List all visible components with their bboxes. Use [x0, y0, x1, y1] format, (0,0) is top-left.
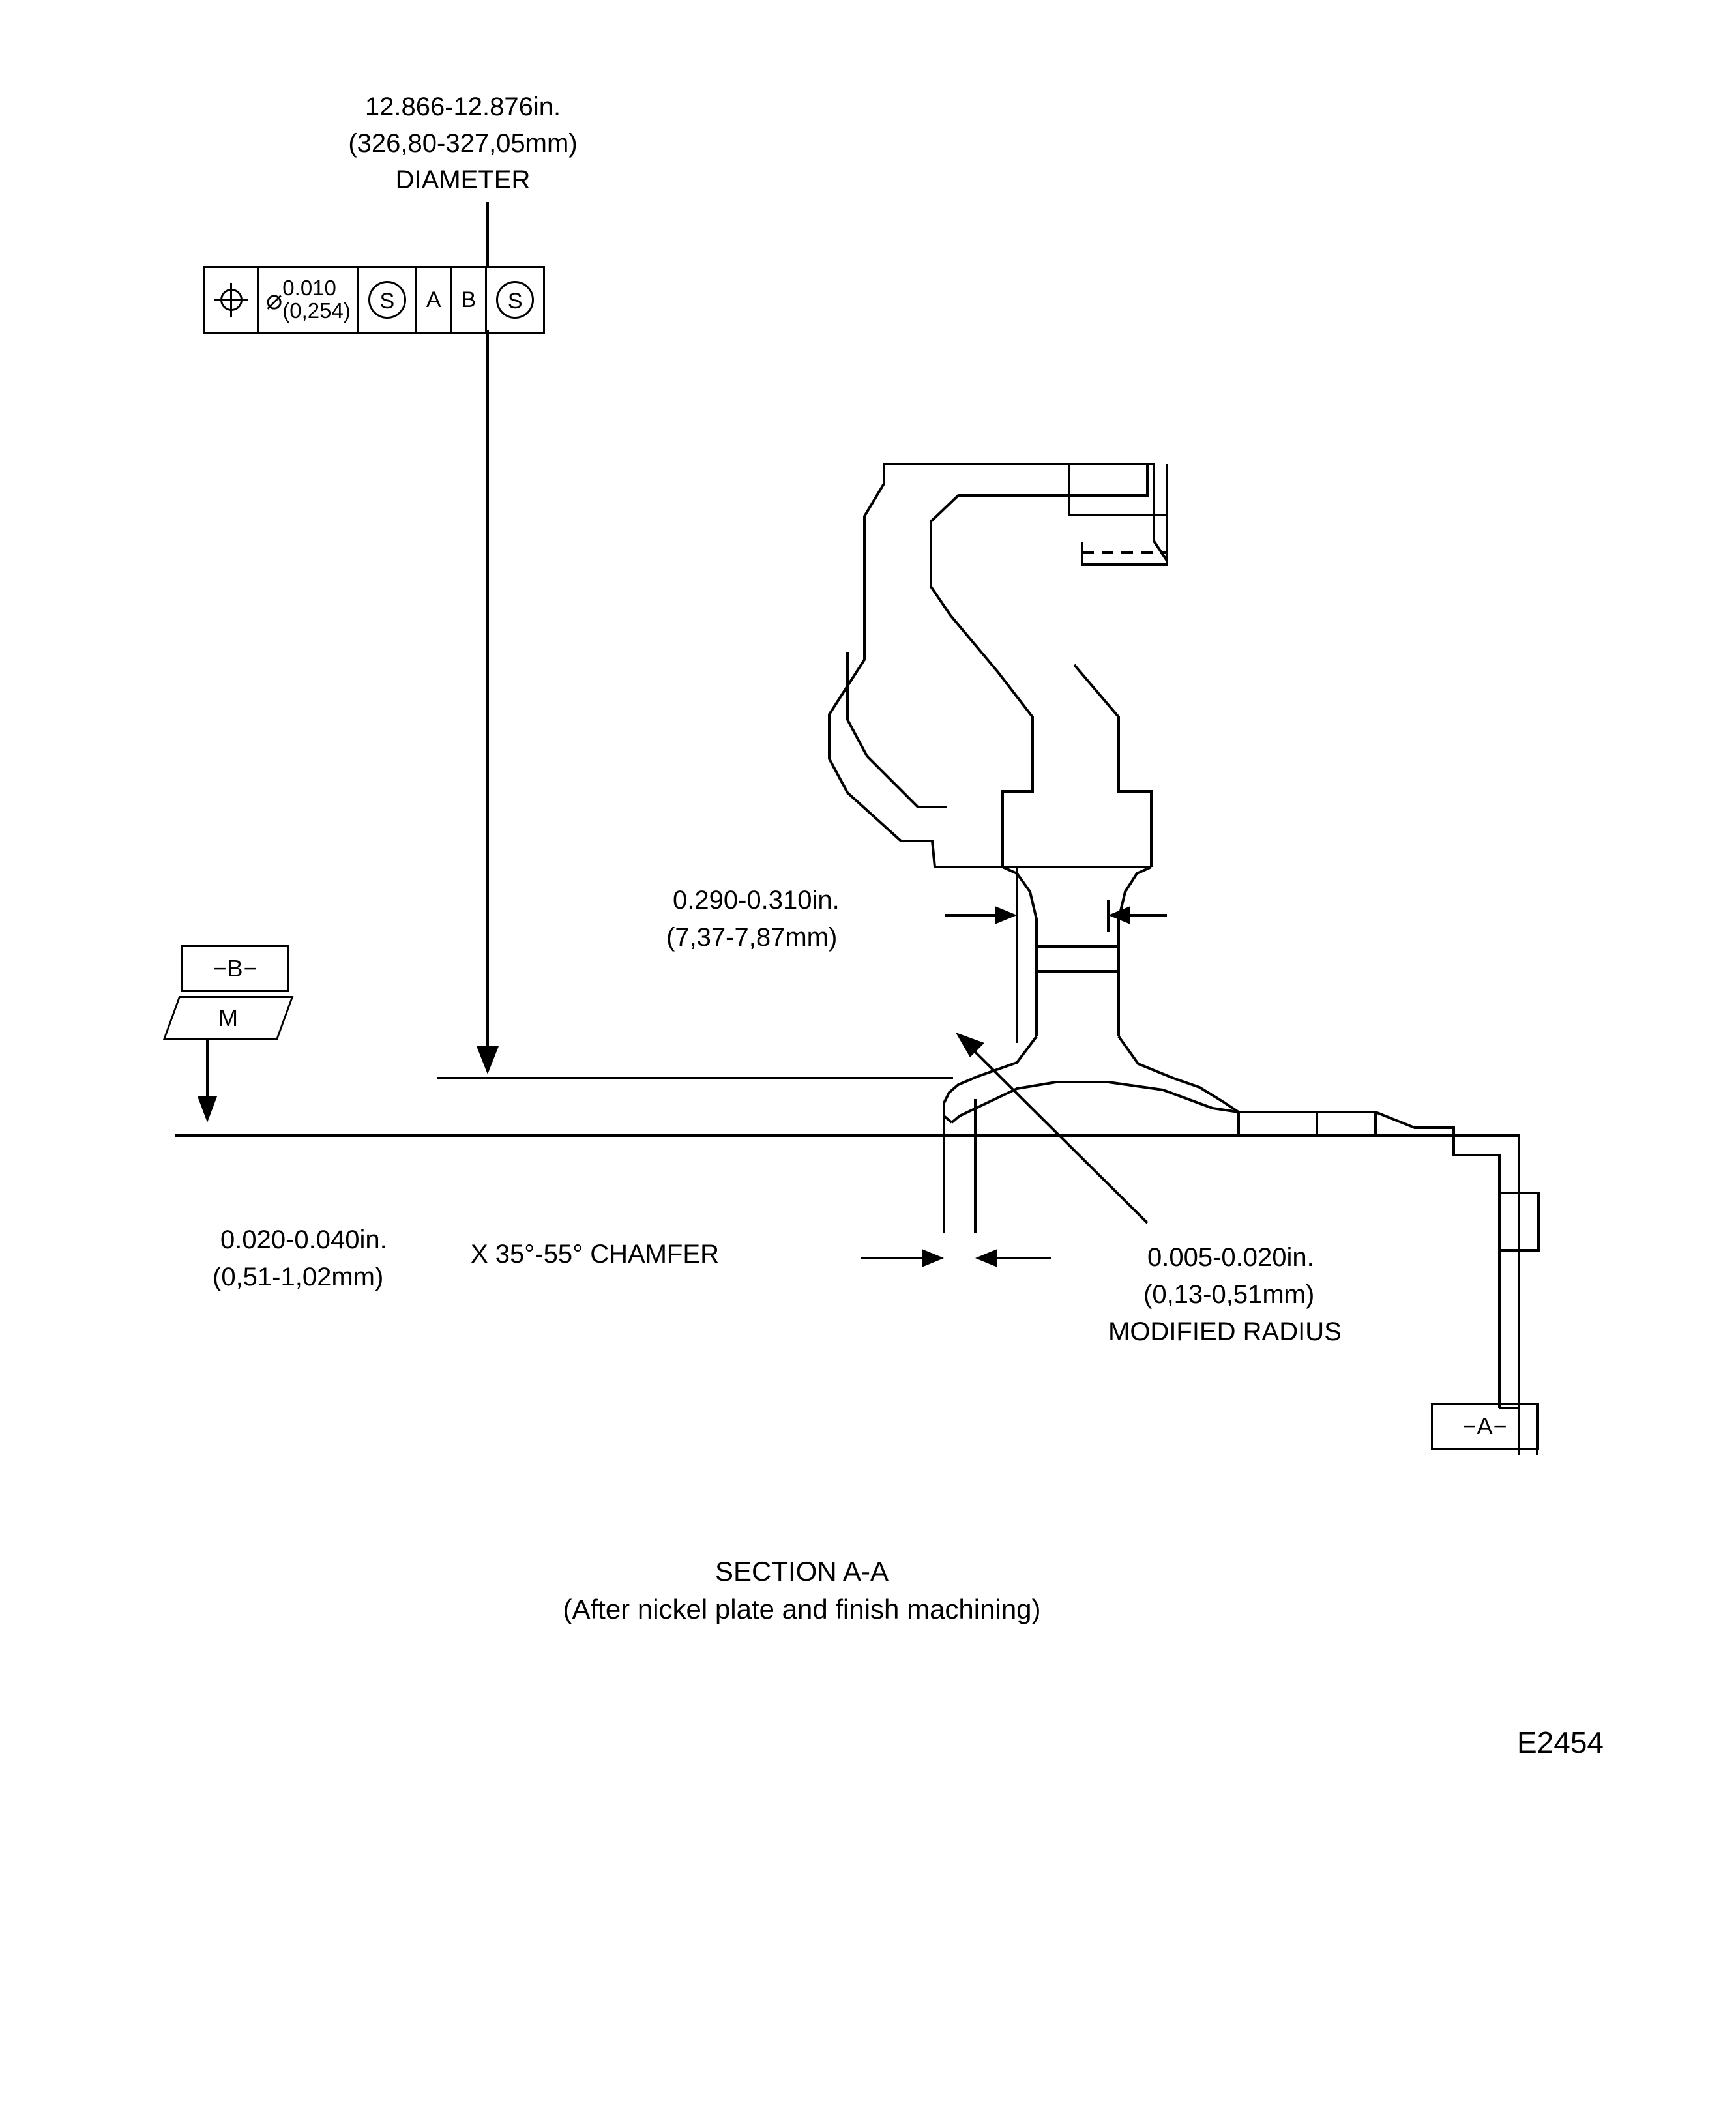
- upper-arm-top-return: [884, 464, 1167, 561]
- diameter-symbol-icon: ⌀: [266, 284, 283, 315]
- chamfer-line2: (0,51-1,02mm): [213, 1263, 384, 1291]
- position-symbol-glyph: [214, 283, 248, 317]
- modified-radius-arrowhead: [956, 1033, 984, 1057]
- diameter-callout-line1: 12.866-12.876in.: [364, 93, 561, 121]
- fillet-right: [1119, 867, 1151, 971]
- material-condition-label: M: [218, 1005, 238, 1031]
- datum-b-label: B: [461, 287, 477, 312]
- tolerance-modifier-cell: [359, 268, 417, 332]
- modified-radius-line2: (0,13-0,51mm): [1143, 1280, 1315, 1309]
- modified-radius-leader: [971, 1048, 1147, 1223]
- material-condition-parallelogram: [163, 996, 294, 1040]
- tolerance-value-in: 0.010: [282, 276, 336, 301]
- datum-b-modifier-cell: [487, 268, 543, 332]
- base-top-surface: [952, 1082, 1239, 1122]
- fillet-left: [1003, 867, 1037, 971]
- chamfer-line1: 0.020-0.040in.: [220, 1225, 387, 1254]
- rim-notch-detail: [1499, 1193, 1538, 1250]
- datum-a-cell: [417, 268, 452, 332]
- feature-control-frame: [203, 266, 545, 334]
- web-dim-arrow-right: [1108, 906, 1130, 924]
- arm-inner-line: [847, 652, 947, 807]
- datum-a-label: A: [426, 287, 441, 312]
- figure-id: E2454: [1516, 1725, 1604, 1759]
- datum-b-box: [181, 945, 289, 992]
- position-symbol: [205, 268, 259, 332]
- datum-b-box-label: −B−: [213, 955, 258, 982]
- datum-a-box-label: −A−: [1462, 1413, 1508, 1439]
- base-right-extension: [1317, 1112, 1454, 1136]
- modifier-s-icon: S: [368, 281, 406, 319]
- tolerance-cell: [259, 268, 359, 332]
- diameter-callout-line3: DIAMETER: [395, 166, 531, 194]
- diameter-callout-line2: (326,80-327,05mm): [348, 129, 578, 158]
- web-thickness-line2: (7,37-7,87mm): [666, 923, 838, 952]
- modified-radius-line1: 0.005-0.020in.: [1147, 1243, 1314, 1272]
- tolerance-value-mm: (0,254): [282, 299, 351, 323]
- datum-a-box: [1431, 1403, 1539, 1450]
- foot-right-flare: [1119, 1036, 1317, 1136]
- upper-arm-outline-left: [829, 464, 1147, 867]
- web-thickness-line1: 0.290-0.310in.: [673, 886, 840, 915]
- chamfer-arrow-left: [922, 1249, 944, 1267]
- upper-arm-outline-right: [1074, 665, 1151, 867]
- modified-radius-line3: MODIFIED RADIUS: [1108, 1317, 1342, 1346]
- foot-left-flare: [944, 1036, 1037, 1122]
- datum-b-cell: [452, 268, 488, 332]
- figure-caption-line2: (After nickel plate and finish machining): [563, 1594, 1041, 1624]
- datum-b-arrowhead: [198, 1096, 217, 1122]
- chamfer-suffix: X 35°-55° CHAMFER: [471, 1240, 719, 1269]
- hook-tip-detail: [1069, 464, 1167, 565]
- figure-caption-line1: SECTION A-A: [714, 1556, 889, 1587]
- diameter-leader-arrowhead: [477, 1046, 499, 1074]
- modifier-s-icon-2: S: [496, 281, 534, 319]
- chamfer-arrow-right: [975, 1249, 997, 1267]
